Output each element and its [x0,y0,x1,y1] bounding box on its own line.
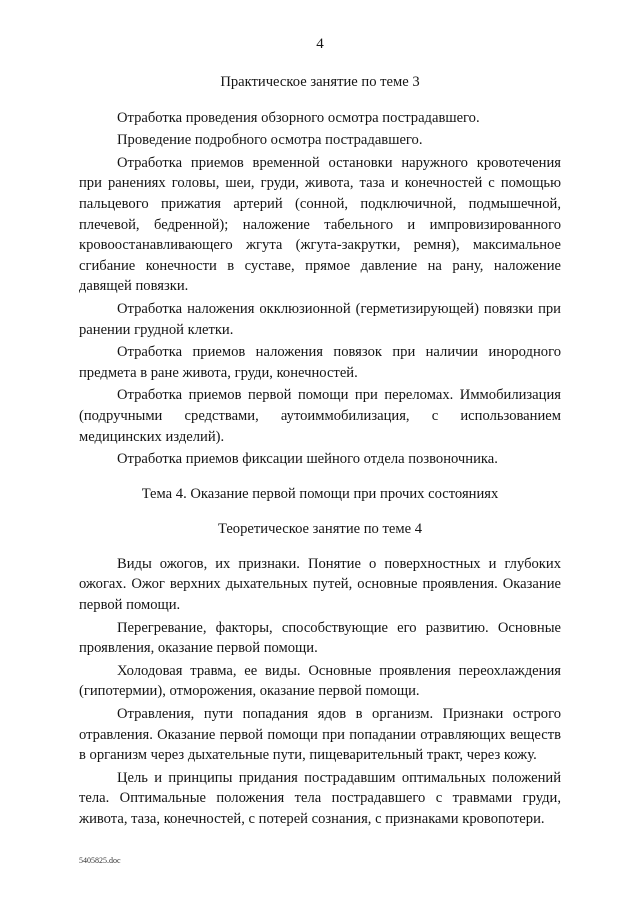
paragraph: Цель и принципы придания пострадавшим оптимальных положений тела. Оптимальные положения тела пострадавшего с травмами груди, живота, таза, конечностей, с потерей сознания, с признаками кровопотери. [79,769,561,827]
paragraph: Виды ожогов, их признаки. Понятие о поверхностных и глубоких ожогах. Ожог верхних дыхательных путей, основные проявления. Оказание первой помощи. [79,555,561,614]
paragraph: Перегревание, факторы, способствующие его развитию. Основные проявления, оказание первой помощи. [79,619,561,657]
topic-heading: Тема 4. Оказание первой помощи при прочих состояниях [141,485,499,502]
paragraph: Отравления, пути попадания ядов в организм. Признаки острого отравления. Оказание первой помощи при попадании отравляющих веществ в организм через дыхательные пути, пищеварительный тракт, через кожу. [79,706,561,764]
paragraph: Отработка приемов временной остановки наружного кровотечения при ранениях головы, шеи, груди, живота, таза и конечностей с помощью пальцевого прижатия артерий (сонной, подключичной, подмышечной, плечевой, бедренной); наложение табельного и импровизированного кровоостанавливающего жгута (жгута-закрутки, ремня), максимальное сгибание конечности в суставе, прямое давление на рану, наложение давящей повязки. [79,154,561,295]
paragraph: Отработка наложения окклюзионной (герметизирующей) повязки при ранении грудной клетки. [79,300,561,338]
paragraph: Отработка приемов фиксации шейного отдела позвоночника. [117,451,498,468]
paragraph: Проведение подробного осмотра пострадавшего. [117,132,423,149]
section-title-practical-3: Практическое занятие по теме 3 [220,74,420,90]
section-title-theory-4: Теоретическое занятие по теме 4 [217,521,423,538]
paragraph: Отработка проведения обзорного осмотра пострадавшего. [117,109,480,126]
page-number: 4 [316,36,324,52]
paragraph: Отработка приемов наложения повязок при наличии инородного предмета в ране живота, груди, конечностей. [79,344,561,381]
paragraph: Холодовая травма, ее виды. Основные проявления переохлаждения (гипотермии), отморожения, оказание первой помощи. [79,662,561,700]
footer-filename: 5405825.doc [79,856,121,865]
document-body [79,72,561,832]
paragraph: Отработка приемов первой помощи при переломах. Иммобилизация (подручными средствами, аутоиммобилизация, с использованием медицинских изделий). [79,387,561,445]
